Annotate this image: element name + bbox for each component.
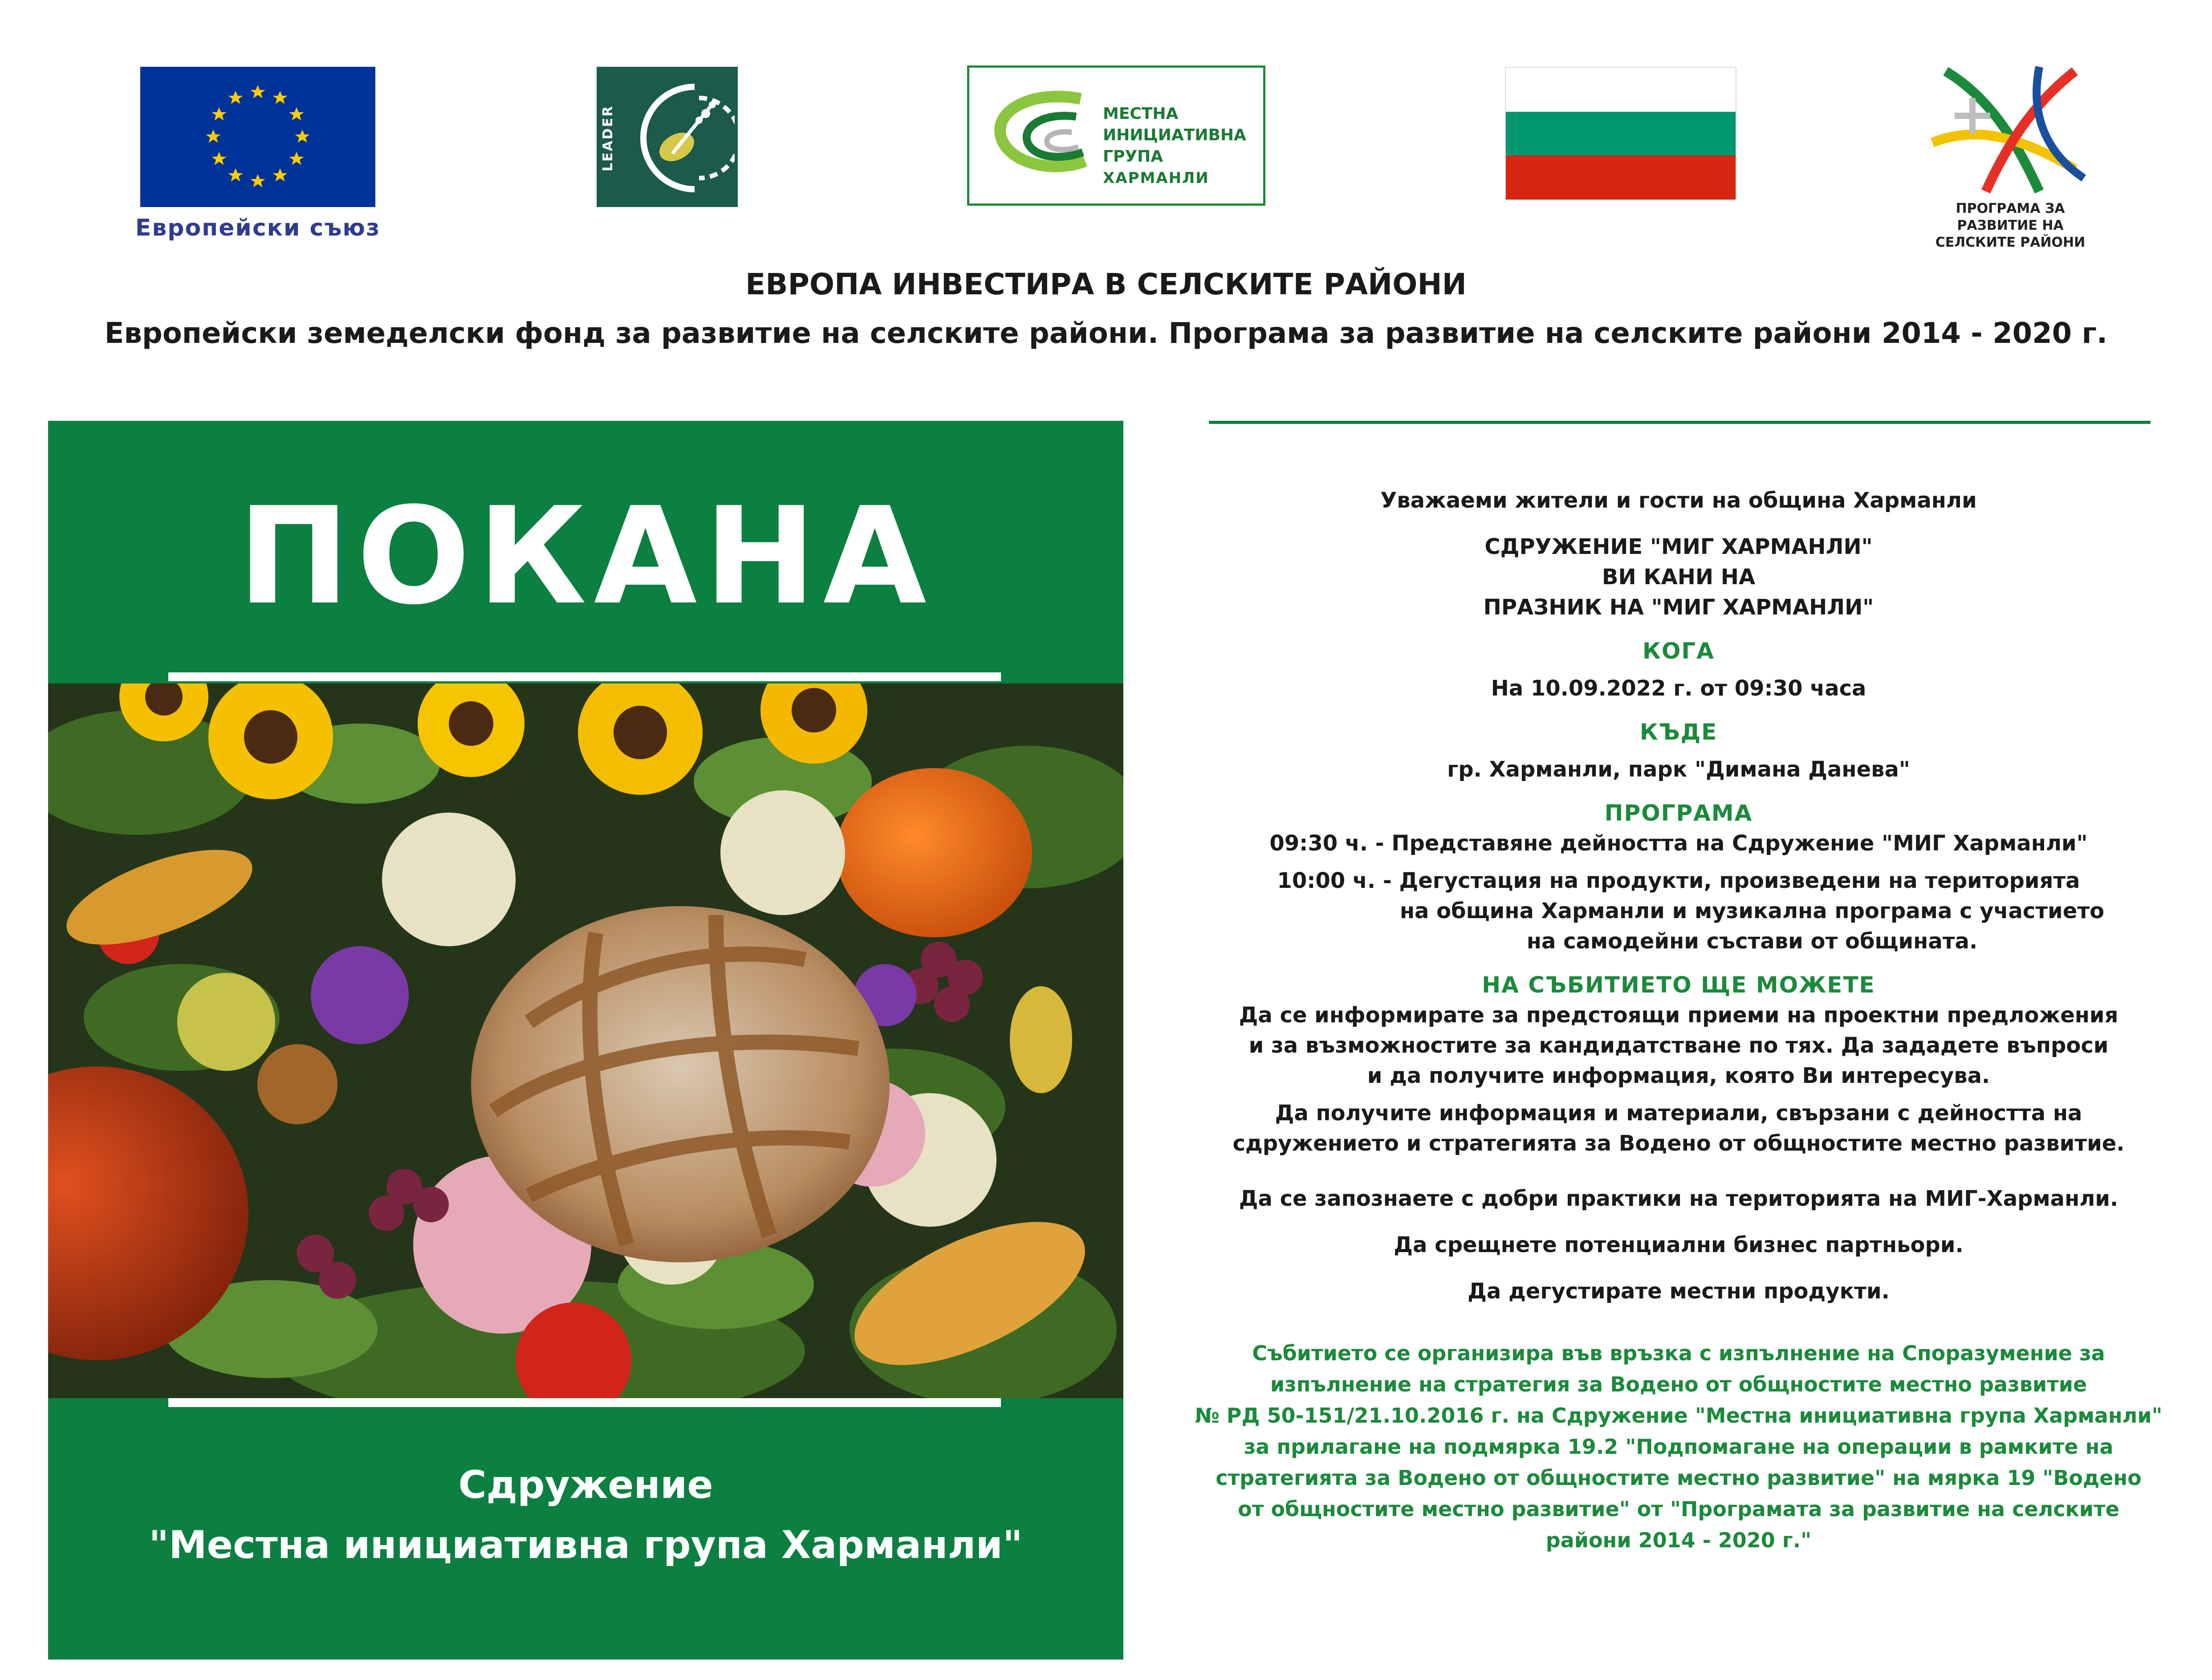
closing-line-4: за прилагане на подмярка 19.2 "Подпомагане на операции в рамките на bbox=[1244, 1435, 2114, 1459]
event-p4: Да срещнете потенциални бизнес партньори. bbox=[1394, 1233, 1964, 1257]
program-item-2-line-3: на самодейни състави от общината. bbox=[1526, 929, 1978, 954]
eu-stars-icon bbox=[140, 67, 375, 207]
poster-divider-top bbox=[168, 672, 1001, 681]
leader-emblem-icon bbox=[628, 76, 735, 200]
flag-stripe-red bbox=[1506, 155, 1736, 199]
org-line-2: ВИ КАНИ НА bbox=[1602, 565, 1756, 590]
leader-label: LEADER bbox=[600, 105, 616, 171]
prsr-logo bbox=[1928, 62, 2093, 263]
event-p3: Да се запознаете с добри практики на територията на МИГ-Харманли. bbox=[1239, 1186, 2118, 1211]
page-subheading: Европейски земеделски фонд за развитие на селските райони. Програма за развитие на селските райони 2014 - 2020 г. bbox=[104, 317, 2108, 350]
mig-line-4: ХАРМАНЛИ bbox=[1103, 169, 1209, 187]
bulgarian-flag bbox=[1505, 67, 1736, 200]
eu-caption: Европейски съюз bbox=[135, 215, 381, 241]
event-p2-line-2: сдружението и стратегията за Водено от общностите местно развитие. bbox=[1232, 1131, 2125, 1156]
event-p1-line-2: и за възможностите за кандидатстване по тях. Да зададете въпроси bbox=[1248, 1033, 2109, 1058]
mig-harmanli-logo bbox=[967, 65, 1265, 206]
poster-footer-org-name: "Местна инициативна група Харманли" bbox=[149, 1523, 1023, 1567]
closing-note bbox=[1167, 1338, 2191, 1556]
greeting: Уважаеми жители и гости на община Харманли bbox=[1380, 488, 1977, 513]
closing-line-1: Събитието се организира във връзка с изпълнение на Споразумение за bbox=[1252, 1341, 2105, 1365]
flag-stripe-green bbox=[1506, 112, 1736, 156]
prsr-line-1: ПРОГРАМА ЗА bbox=[1956, 201, 2065, 216]
when-title: КОГА bbox=[1643, 638, 1715, 664]
mig-swirl-icon bbox=[983, 85, 1098, 188]
mig-line-1: МЕСТНА bbox=[1103, 105, 1179, 123]
closing-line-6: от общностите местно развитие" от "Програмата за развитие на селските bbox=[1238, 1497, 2119, 1521]
flag-stripe-white bbox=[1506, 68, 1736, 112]
leader-logo bbox=[597, 67, 738, 207]
poster-title: ПОКАНА bbox=[238, 479, 934, 634]
harvest-photo-illustration bbox=[48, 683, 1123, 1398]
invitation-text bbox=[1167, 485, 2191, 1556]
event-p2-line-1: Да получите информация и материали, свързани с дейността на bbox=[1275, 1101, 2082, 1126]
harvest-photo bbox=[48, 683, 1123, 1398]
prsr-line-2: РАЗВИТИЕ НА bbox=[1957, 218, 2064, 233]
mig-line-3: ГРУПА bbox=[1103, 147, 1163, 166]
invitation-poster bbox=[48, 421, 1123, 1660]
page-heading: ЕВРОПА ИНВЕСТИРА В СЕЛСКИТЕ РАЙОНИ bbox=[745, 267, 1467, 301]
event-p1-line-1: Да се информирате за предстоящи приеми на проектни предложения bbox=[1239, 1003, 2118, 1028]
closing-line-2: изпълнение на стратегия за Водено от общностите местно развитие bbox=[1270, 1372, 2087, 1396]
poster-footer-org-type: Сдружение bbox=[458, 1463, 713, 1507]
mig-line-2: ИНИЦИАТИВНА bbox=[1103, 126, 1246, 144]
event-p1-line-3: и да получите информация, която Ви интересува. bbox=[1367, 1063, 1990, 1088]
program-title: ПРОГРАМА bbox=[1604, 800, 1753, 826]
eu-flag-logo bbox=[140, 67, 375, 207]
program-item-1: 09:30 ч. - Представяне дейността на Сдружение "МИГ Харманли" bbox=[1269, 831, 2088, 856]
program-item-2-line-2: на община Харманли и музикална програма с участието bbox=[1399, 899, 2105, 923]
closing-line-3: № РД 50-151/21.10.2016 г. на Сдружение "Местна инициативна група Харманли" bbox=[1195, 1403, 2163, 1428]
closing-line-5: стратегията за Водено от общностите местно развитие" на мярка 19 "Водено bbox=[1216, 1466, 2142, 1490]
right-column-divider bbox=[1209, 421, 2151, 424]
event-title: НА СЪБИТИЕТО ЩЕ МОЖЕТЕ bbox=[1482, 972, 1875, 998]
event-p5: Да дегустирате местни продукти. bbox=[1468, 1279, 1890, 1304]
closing-line-7: райони 2014 - 2020 г." bbox=[1545, 1528, 1812, 1552]
program-item-2-line-1: 10:00 ч. - Дегустация на продукти, произведени на територията bbox=[1277, 868, 2080, 893]
prsr-emblem-icon bbox=[1928, 62, 2093, 196]
org-line-1: СДРУЖЕНИЕ "МИГ ХАРМАНЛИ" bbox=[1484, 534, 1873, 559]
prsr-line-3: СЕЛСКИТЕ РАЙОНИ bbox=[1935, 235, 2086, 250]
poster-divider-bottom bbox=[168, 1398, 1001, 1407]
where-text: гр. Харманли, парк "Димана Данева" bbox=[1447, 757, 1910, 782]
when-text: На 10.09.2022 г. от 09:30 часа bbox=[1491, 676, 1866, 701]
where-title: КЪДЕ bbox=[1639, 719, 1718, 745]
org-line-3: ПРАЗНИК НА "МИГ ХАРМАНЛИ" bbox=[1483, 595, 1874, 620]
